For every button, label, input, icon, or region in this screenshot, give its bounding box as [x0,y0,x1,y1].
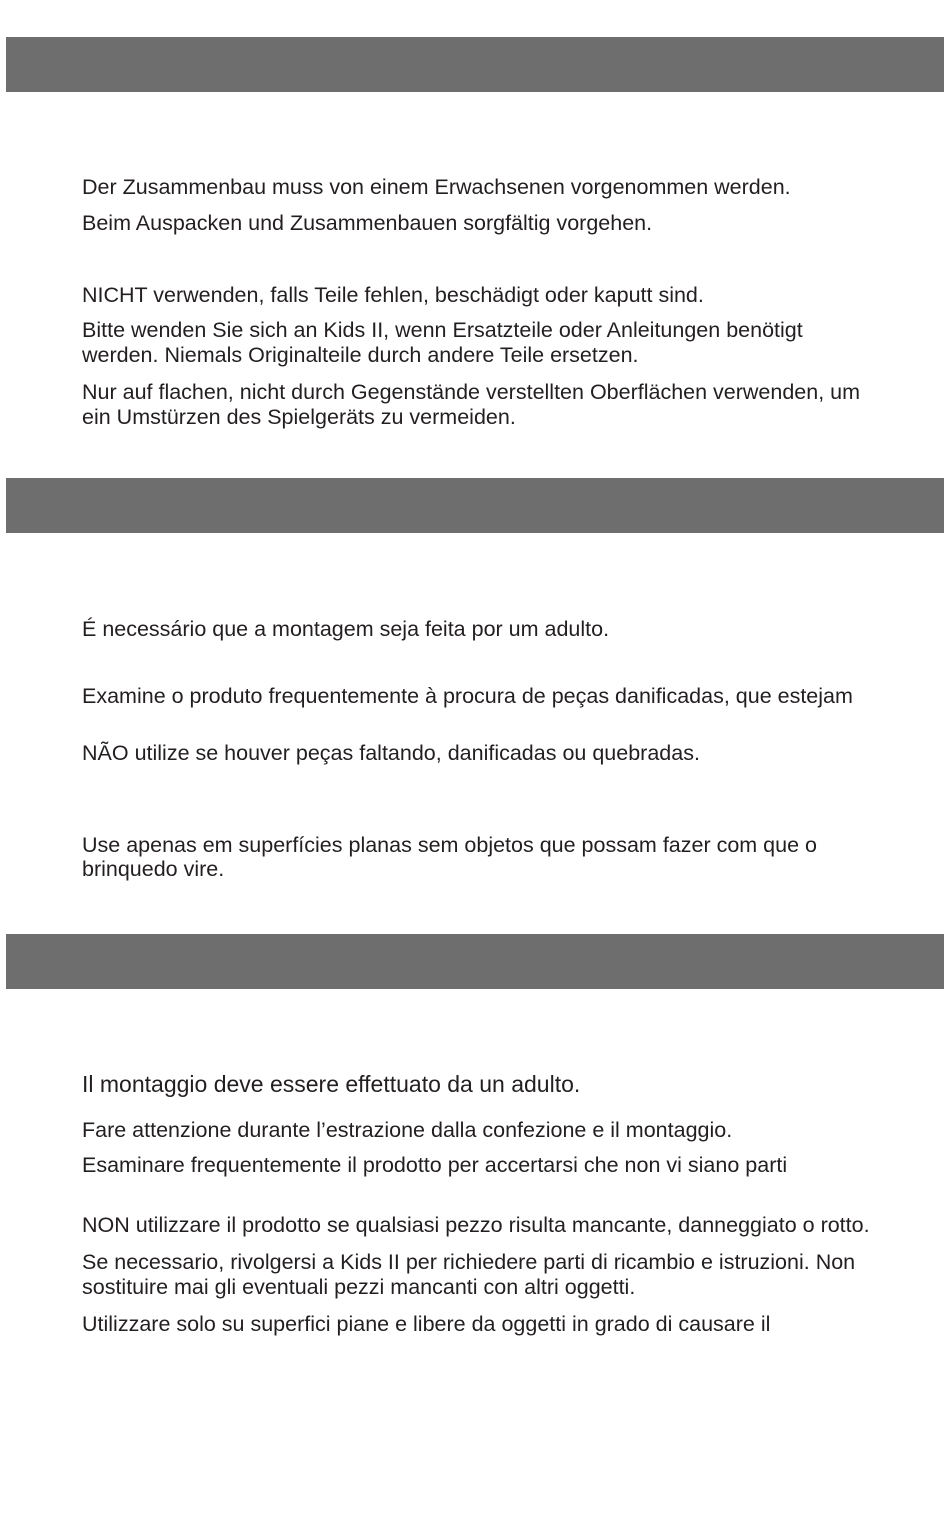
text-line: É necessário que a montagem seja feita por um adulto. [82,617,610,641]
text-line: Bitte wenden Sie sich an Kids II, wenn Ersatzteile oder Anleitungen benötigt [82,318,803,342]
text-line: Se necessario, rivolgersi a Kids II per richiedere parti di ricambio e istruzioni. Non [82,1250,856,1274]
text-line: Use apenas em superfícies planas sem objetos que possam fazer com que o [82,833,817,857]
text-line: Der Zusammenbau muss von einem Erwachsenen vorgenommen werden. [82,175,791,199]
section-header-bar-it [6,934,944,989]
text-line: NON utilizzare il prodotto se qualsiasi pezzo risulta mancante, danneggiato o rotto. [82,1213,870,1237]
text-line: Utilizzare solo su superfici piane e libere da oggetti in grado di causare il [82,1312,771,1336]
text-line: Examine o produto frequentemente à procura de peças danificadas, que estejam [82,684,853,708]
text-line: brinquedo vire. [82,857,225,881]
section-header-bar-pt [6,478,944,533]
text-line: Fare attenzione durante l’estrazione dalla confezione e il montaggio. [82,1118,733,1142]
text-line: ein Umstürzen des Spielgeräts zu vermeiden. [82,405,516,429]
section-header-bar-de [6,37,944,92]
text-line: werden. Niemals Originalteile durch andere Teile ersetzen. [82,343,639,367]
text-line: Esaminare frequentemente il prodotto per accertarsi che non vi siano parti [82,1153,788,1177]
text-line: Il montaggio deve essere effettuato da un adulto. [82,1071,581,1097]
text-line: NICHT verwenden, falls Teile fehlen, beschädigt oder kaputt sind. [82,283,704,307]
text-line: NÃO utilize se houver peças faltando, danificadas ou quebradas. [82,741,700,765]
text-line: Nur auf flachen, nicht durch Gegenstände verstellten Oberflächen verwenden, um [82,380,861,404]
text-line: sostituire mai gli eventuali pezzi mancanti con altri oggetti. [82,1275,636,1299]
text-line: Beim Auspacken und Zusammenbauen sorgfältig vorgehen. [82,211,653,235]
